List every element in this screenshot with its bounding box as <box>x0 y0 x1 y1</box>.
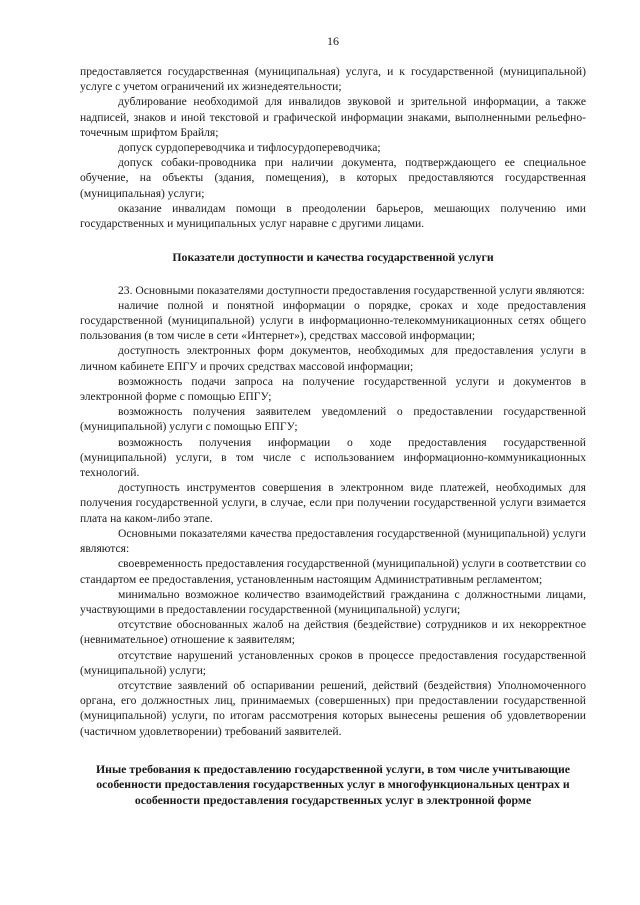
paragraph-group-accessibility <box>80 64 586 231</box>
paragraph: возможность получения заявителем уведомлений о предоставлении государственной (муниципальной) услуги с помощью ЕПГУ; <box>80 405 586 434</box>
page-number: 16 <box>327 34 339 48</box>
paragraph: дублирование необходимой для инвалидов звуковой и зрительной информации, а также надписей, знаков и иной текстовой и графической информации знаками, выполненными рельефно-точечным шрифтом Брайля; <box>80 95 586 139</box>
paragraph: своевременность предоставления государственной (муниципальной) услуги в соответствии со стандартом ее предоставления, установленным настоящим Административным регламентом; <box>80 557 586 586</box>
paragraph: возможность подачи запроса на получение государственной услуги и документов в электронной форме с помощью ЕПГУ; <box>80 374 586 404</box>
paragraph: отсутствие обоснованных жалоб на действия (бездействие) сотрудников и их некорректное (невнимательное) отношение к заявителям; <box>80 618 586 647</box>
paragraph: наличие полной и понятной информации о порядке, сроках и ходе предоставления государственной (муниципальной) услуги в информационно-телекоммуникационных сетях общего пользования (в том числе в сети «Интернет»), средствах массовой информации; <box>80 298 586 343</box>
paragraph: минимально возможное количество взаимодействий гражданина с должностными лицами, участвующими в предоставлении государственной (муниципальной) услуги; <box>80 587 586 616</box>
paragraph: предоставляется государственная (муниципальная) услуга, и к государственной (муниципальной) услуге с учетом ограничений их жизнедеятельности; <box>80 65 586 94</box>
paragraph: отсутствие заявлений об оспаривании решений, действий (бездействия) Уполномоченного органа, его должностных лиц, принимаемых (совершенных) при предоставлении государственной (муниципальной) услуги, по итогам рассмотрения которых вынесены решения об удовлетворении (частичном удовлетворении) требований заявителей. <box>80 678 586 738</box>
paragraph: возможность получения информации о ходе предоставления государственной (муниципальной) услуги, в том числе с использованием информационно-коммуникационных технологий. <box>80 435 586 480</box>
paragraph: отсутствие нарушений установленных сроков в процессе предоставления государственной (муниципальной) услуги; <box>80 648 586 677</box>
paragraph: Основными показателями качества предоставления государственной (муниципальной) услуги являются: <box>80 526 586 556</box>
paragraph: допуск сурдопереводчика и тифлосурдопереводчика; <box>118 141 381 155</box>
document-page <box>80 0 586 905</box>
paragraph: доступность инструментов совершения в электронном виде платежей, необходимых для получения государственной услуги, в случае, если при получении государственной услуги взимается плата на каком-либо этапе. <box>80 481 586 525</box>
paragraph: доступность электронных форм документов, необходимых для предоставления услуги в личном кабинете ЕПГУ и прочих средствах массовой информации; <box>80 344 586 373</box>
paragraph: 23. Основными показателями доступности предоставления государственной услуги являются: <box>118 283 585 297</box>
section-heading-accessibility-indicators: Показатели доступности и качества государственной услуги <box>172 250 494 265</box>
paragraph-group-indicators <box>80 283 586 739</box>
section-heading-other-requirements: Иные требования к предоставлению государственной услуги, в том числе учитывающие особенности предоставления государственных услуг в многофункциональных центрах и особенности предоставления государственных услуг в электронной форме <box>96 761 570 807</box>
document-body <box>80 64 586 808</box>
paragraph: допуск собаки-проводника при наличии документа, подтверждающего ее специальное обучение, на объекты (здания, помещения), в которых предоставляются государственная (муниципальная) услуги; <box>80 156 586 200</box>
paragraph: оказание инвалидам помощи в преодолении барьеров, мешающих получению ими государственных и муниципальных услуг наравне с другими лицами. <box>80 201 586 231</box>
